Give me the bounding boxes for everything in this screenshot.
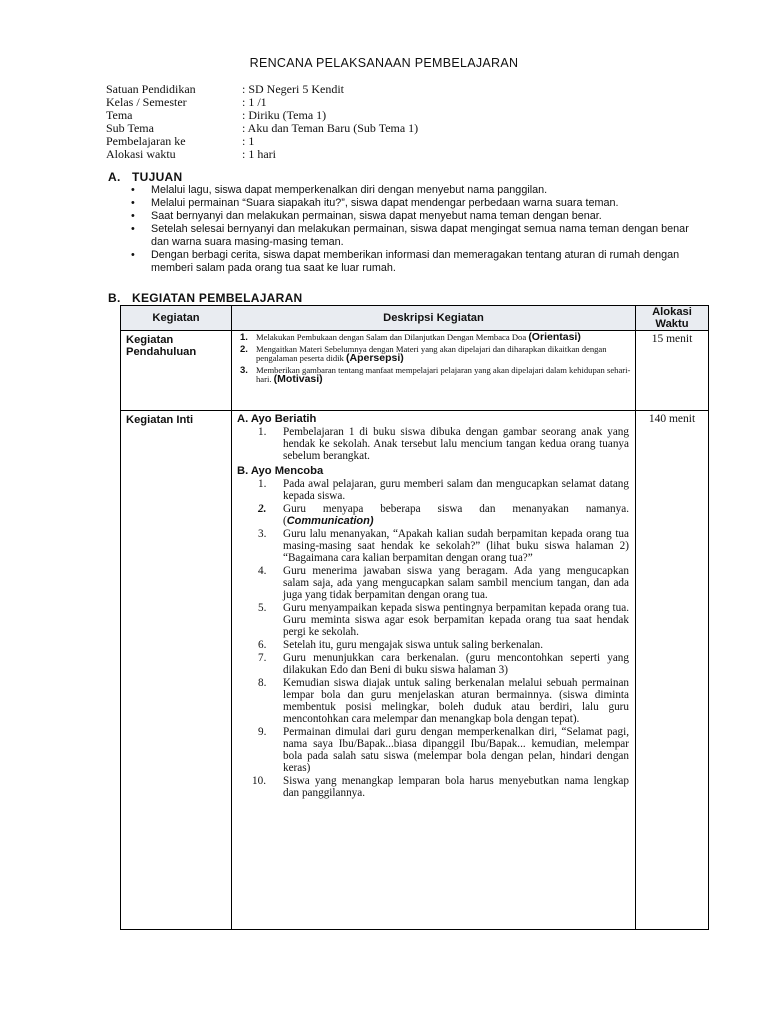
item-number: 9.	[258, 726, 267, 738]
list-item	[237, 478, 629, 502]
identity-label: Kelas / Semester	[106, 95, 187, 109]
section-letter: B.	[108, 291, 121, 305]
tujuan-item: • Melalui lagu, siswa dapat memperkenalkan diri dengan menyebut nama panggilan.	[130, 184, 700, 197]
item-text: Kemudian siswa diajak untuk saling berkenalan melalui sebuah permainan lempar bola dan guru menjelaskan aturan bermainnya. (siswa diminta membentuk posisi melingkar, boleh duduk atau berdiri, lalu guru mencontohkan cara melempar dan menangkap bola dengan tepat).	[283, 677, 629, 725]
item-text: Siswa yang menangkap lemparan bola harus menyebutkan nama lengkap dan panggilannya.	[283, 775, 629, 799]
item-text: Guru menunjukkan cara berkenalan. (guru mencontohkan seperti yang dilakukan Edo dan Beni di buku siswa halaman 3)	[283, 652, 629, 676]
list-item	[237, 426, 629, 462]
row-label: Kegiatan Pendahuluan	[126, 334, 197, 358]
item-text: Guru lalu menanyakan, “Apakah kalian sudah berpamitan kepada orang tua masing-masing saat hendak ke sekolah?” (lihat buku siswa halaman 2) “Bagaimana cara kalian berpamitan dengan orang tua?”	[283, 528, 629, 564]
section-title: KEGIATAN PEMBELAJARAN	[132, 291, 303, 305]
list-item	[237, 565, 629, 601]
cell-deskripsi	[232, 411, 636, 930]
list-item	[240, 333, 631, 343]
list-item	[237, 639, 629, 651]
item-text: Guru menyapa beberapa siswa dan menanyakan namanya. (	[283, 503, 629, 527]
identity-label: Satuan Pendidikan	[106, 82, 196, 96]
tujuan-item: • Saat bernyanyi dan melakukan permainan, siswa dapat menyebut nama teman dengan benar.	[130, 210, 700, 223]
alokasi-value: 15 menit	[651, 333, 693, 345]
list-item	[240, 345, 631, 364]
cell-kegiatan	[121, 331, 232, 411]
item-text: Permainan dimulai dari guru dengan memperkenalkan diri, “Selamat pagi, nama saya Ibu/Bapak...biasa dipanggil Ibu/Bapak... kemudian, melempar bola pada salah satu siswa (melempar bola dengan pelan, hindari dengan keras)	[283, 726, 629, 774]
identity-label: Tema	[106, 108, 133, 122]
inti-content	[232, 411, 635, 799]
item-text: Mengaitkan Materi Sebelumnya dengan Materi yang akan dipelajari dan diharapkan dikaitkan dengan pengalaman peserta didik	[256, 343, 607, 364]
list-item	[240, 366, 631, 385]
list-item	[237, 775, 629, 799]
header-deskripsi: Deskripsi Kegiatan	[232, 306, 636, 331]
identity-block	[106, 83, 418, 161]
section-letter: A.	[108, 170, 121, 184]
identity-value: : 1 hari	[242, 147, 276, 161]
item-text: Setelah itu, guru mengajak siswa untuk saling berkenalan.	[283, 639, 544, 651]
subsection-heading-mencoba: B. Ayo Mencoba	[237, 465, 324, 477]
identity-value: : 1 /1	[242, 95, 267, 109]
item-text: Guru menyampaikan kepada siswa pentingnya berpamitan kepada orang tua. Guru meminta siswa agar esok berpamitan kepada orang tua saat hendak pergi ke sekolah.	[283, 602, 629, 638]
table-header-row	[121, 306, 709, 331]
list-item	[237, 602, 629, 638]
table-row-pendahuluan	[121, 331, 709, 411]
item-number: 3.	[240, 364, 248, 376]
identity-label: Alokasi waktu	[106, 147, 176, 161]
cell-deskripsi	[232, 331, 636, 411]
cell-alokasi	[636, 331, 709, 411]
alokasi-value: 140 menit	[648, 413, 696, 425]
pendahuluan-list	[232, 331, 635, 391]
item-number: 7.	[258, 652, 267, 664]
item-number: 8.	[258, 677, 267, 689]
section-heading-tujuan	[108, 170, 182, 184]
list-item	[237, 726, 629, 774]
item-number: 2.	[240, 343, 248, 355]
kegiatan-table	[120, 305, 709, 930]
identity-label: Pembelajaran ke	[106, 134, 186, 148]
identity-value: : Diriku (Tema 1)	[242, 108, 327, 122]
list-item	[237, 503, 629, 527]
item-tag: (Motivasi)	[273, 373, 323, 386]
item-number: 1.	[258, 426, 267, 438]
item-number: 1.	[240, 332, 248, 343]
identity-value: : 1	[242, 134, 255, 148]
identity-row-alokasi	[106, 148, 418, 161]
mencoba-list	[237, 478, 629, 799]
table-row-inti	[121, 411, 709, 930]
cell-kegiatan	[121, 411, 232, 930]
row-label: Kegiatan Inti	[126, 414, 194, 426]
item-tag: (Apersepsi)	[345, 352, 404, 365]
beriatih-list	[237, 426, 629, 462]
identity-value: : SD Negeri 5 Kendit	[242, 82, 344, 96]
item-text: Memberikan gambaran tentang manfaat mempelajari pelajaran yang akan dipelajari dalam kehidupan sehari-hari.	[256, 364, 631, 385]
item-number: 3.	[258, 528, 267, 540]
document-title: RENCANA PELAKSANAAN PEMBELAJARAN	[249, 56, 519, 70]
list-item	[237, 677, 629, 725]
header-alokasi: Alokasi Waktu	[636, 306, 709, 331]
list-item	[237, 652, 629, 676]
item-number: 5.	[258, 602, 267, 614]
cell-alokasi	[636, 411, 709, 930]
item-tag: (Orientasi)	[528, 331, 581, 343]
tujuan-item: • Setelah selesai bernyanyi dan melakukan permainan, siswa dapat mengingat semua nama teman dengan benar dan warna suara masing-masing teman.	[130, 223, 700, 249]
item-number: 4.	[258, 565, 267, 577]
item-number: 2.	[258, 503, 267, 515]
tujuan-list	[130, 184, 700, 275]
tujuan-item: • Dengan berbagi cerita, siswa dapat memberikan informasi dan memeragakan tentang aturan di rumah dengan memberi salam pada orang tua saat ke luar rumah.	[130, 249, 700, 275]
item-number: 1.	[258, 478, 267, 490]
list-item	[237, 528, 629, 564]
item-text: Guru menerima jawaban siswa yang beragam. Ada yang mengucapkan salam saja, ada yang mengucapkan salam sambil mencium tangan, dan ada juga yang tidak berpamitan dengan orang tua.	[283, 565, 629, 601]
item-text: Pada awal pelajaran, guru memberi salam dan mengucapkan selamat datang kepada siswa.	[283, 478, 629, 502]
item-text: Pembelajaran 1 di buku siswa dibuka dengan gambar seorang anak yang hendak ke sekolah. Anak tersebut lalu mencium tangan kedua orang tuanya sebelum berangkat.	[283, 426, 629, 462]
tujuan-item: • Melalui permainan “Suara siapakah itu?”, siswa dapat mendengar perbedaan warna suara teman.	[130, 197, 700, 210]
item-number: 10.	[252, 775, 266, 787]
subsection-heading-beriatih: A. Ayo Beriatih	[237, 413, 317, 425]
section-heading-kegiatan	[108, 291, 303, 305]
header-kegiatan: Kegiatan	[121, 306, 232, 331]
item-tag: Communication)	[286, 515, 374, 527]
section-title: TUJUAN	[132, 170, 183, 184]
item-text: Melakukan Pembukaan dengan Salam dan Dilanjutkan Dengan Membaca Doa	[256, 332, 527, 342]
identity-value: : Aku dan Teman Baru (Sub Tema 1)	[242, 121, 419, 135]
item-number: 6.	[258, 639, 267, 651]
identity-label: Sub Tema	[106, 121, 154, 135]
